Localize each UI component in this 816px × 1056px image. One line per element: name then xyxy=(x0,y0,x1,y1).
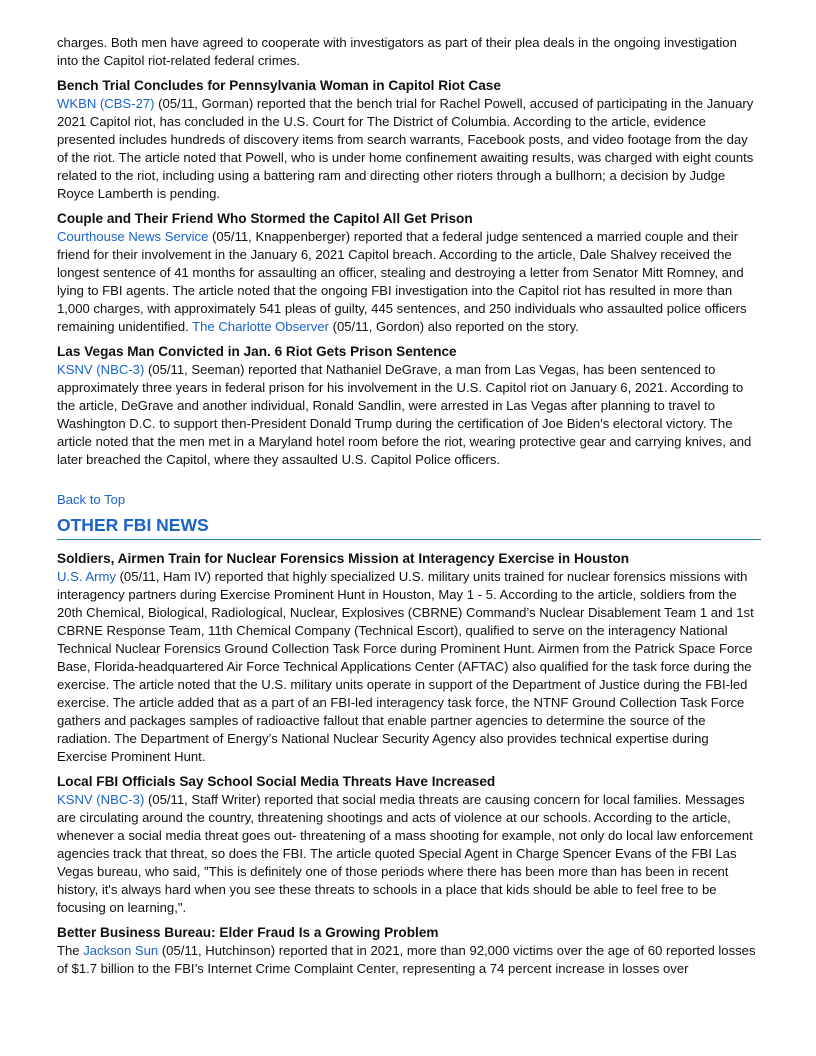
article-headline: Couple and Their Friend Who Stormed the Capitol All Get Prison xyxy=(57,211,473,226)
source-link[interactable]: Courthouse News Service xyxy=(57,229,209,244)
source-link[interactable]: Jackson Sun xyxy=(83,943,159,958)
article-headline: Local FBI Officials Say School Social Media Threats Have Increased xyxy=(57,774,496,789)
article-elder-fraud xyxy=(57,924,761,978)
article-couple-prison xyxy=(57,210,761,336)
source-link[interactable]: WKBN (CBS-27) xyxy=(57,96,155,111)
continued-paragraph: charges. Both men have agreed to cooperate with investigators as part of their plea deals in the ongoing investigation into the Capitol riot-related federal crimes. xyxy=(57,35,737,68)
article-body: WKBN (CBS-27) (05/11, Gorman) reported that the bench trial for Rachel Powell, accused of participating in the January 2021 Capitol riot, has concluded in the U.S. Court for The District of Columbia. According to the article, evidence presented includes hundreds of discovery items from search warrants, Facebook posts, and video footage from the day of the riot. The article noted that Powell, who is under home confinement awaiting results, was charged with eight counts related to the riot, including using a battering ram and directing other rioters through a bullhorn; a decision by Judge Royce Lamberth is pending. xyxy=(57,96,754,201)
source-link[interactable]: KSNV (NBC-3) xyxy=(57,362,145,377)
article-nuclear-forensics xyxy=(57,550,761,766)
article-powell xyxy=(57,77,761,203)
article-headline: Soldiers, Airmen Train for Nuclear Forensics Mission at Interagency Exercise in Houston xyxy=(57,551,630,566)
article-body: KSNV (NBC-3) (05/11, Seeman) reported that Nathaniel DeGrave, a man from Las Vegas, has been sentenced to approximately three years in federal prison for his involvement in the U.S. Capitol riot on January 6, 2021. According to the article, DeGrave and another individual, Ronald Sandlin, were arrested in Las Vegas after planning to travel to Washington D.C. to support then-President Donald Trump during the certification of Joe Biden's electoral victory. The article noted that the men met in a Maryland hotel room before the riot, wearing protective gear and carrying knives, and later breached the Capitol, where they assaulted U.S. Capitol Police officers. xyxy=(57,362,752,467)
article-body: Courthouse News Service (05/11, Knappenberger) reported that a federal judge sentenced a married couple and their friend for their involvement in the January 6, 2021 Capitol breach. According to the article, Dale Shalvey received the longest sentence of 41 months for assaulting an officer, stealing and destroying a letter from Senator Mitt Romney, and lying to FBI agents. The article noted that the ongoing FBI investigation into the Capitol riot has resulted in more than 1,000 charges, with approximately 541 pleas of guilty, 445 sentences, and 250 individuals who assaulted police officers remaining unidentified. The Charlotte Observer (05/11, Gordon) also reported on the story. xyxy=(57,229,747,334)
article-headline: Better Business Bureau: Elder Fraud Is a Growing Problem xyxy=(57,925,439,940)
back-to-top-link[interactable]: Back to Top xyxy=(57,492,126,507)
article-body: The Jackson Sun (05/11, Hutchinson) reported that in 2021, more than 92,000 victims over the age of 60 reported losses of $1.7 billion to the FBI’s Internet Crime Complaint Center, representing a 74 percent increase in losses over xyxy=(57,943,756,976)
article-headline: Las Vegas Man Convicted in Jan. 6 Riot Gets Prison Sentence xyxy=(57,344,457,359)
article-school-threats xyxy=(57,773,761,917)
source-link-secondary[interactable]: The Charlotte Observer xyxy=(192,319,329,334)
article-headline: Bench Trial Concludes for Pennsylvania Woman in Capitol Riot Case xyxy=(57,78,501,93)
source-link[interactable]: U.S. Army xyxy=(57,569,116,584)
article-las-vegas-man xyxy=(57,343,761,469)
article-body: U.S. Army (05/11, Ham IV) reported that highly specialized U.S. military units trained for nuclear forensics missions with interagency partners during Exercise Prominent Hunt in Houston, May 1 - 5. According to the article, soldiers from the 20th Chemical, Biological, Radiological, Nuclear, Explosives (CBRNE) Command’s Nuclear Disablement Team 1 and 1st CBRNE Response Team, 11th Chemical Company (Technical Escort), qualified to serve on the interagency National Technical Nuclear Forensics Ground Collection Task Force during Prominent Hunt. Airmen from the Patrick Space Force Base, Florida-headquartered Air Force Technical Applications Center (AFTAC) also qualified for the task force during the exercise. The article noted that the U.S. military units operate in support of the Department of Justice during the FBI-led exercise. The article added that as a part of an FBI-led interagency task force, the NTNF Ground Collection Task Force gathers and packages samples of radioactive fallout that enable partner agencies to determine the source of the radiation. The Department of Energy’s National Nuclear Security Agency also provides technical expertise during Exercise Prominent Hunt. xyxy=(57,569,754,764)
section-heading-other-fbi-news: OTHER FBI NEWS xyxy=(57,513,761,540)
source-link[interactable]: KSNV (NBC-3) xyxy=(57,792,145,807)
document-page xyxy=(57,34,761,985)
article-body: KSNV (NBC-3) (05/11, Staff Writer) reported that social media threats are causing concern for local families. Messages are circulating around the country, threatening shootings and acts of violence at our schools. According to the article, whenever a social media threat goes out- threatening of a mass shooting for example, not only do local law enforcement agencies track that threat, so does the FBI. The article quoted Special Agent in Charge Spencer Evans of the FBI Las Vegas bureau, who said, "This is definitely one of those periods where there has been more than has been in recent history, it's always hard when you see these threats to schools in a place that kids should be able to feel free to be focusing on learning,". xyxy=(57,792,753,915)
